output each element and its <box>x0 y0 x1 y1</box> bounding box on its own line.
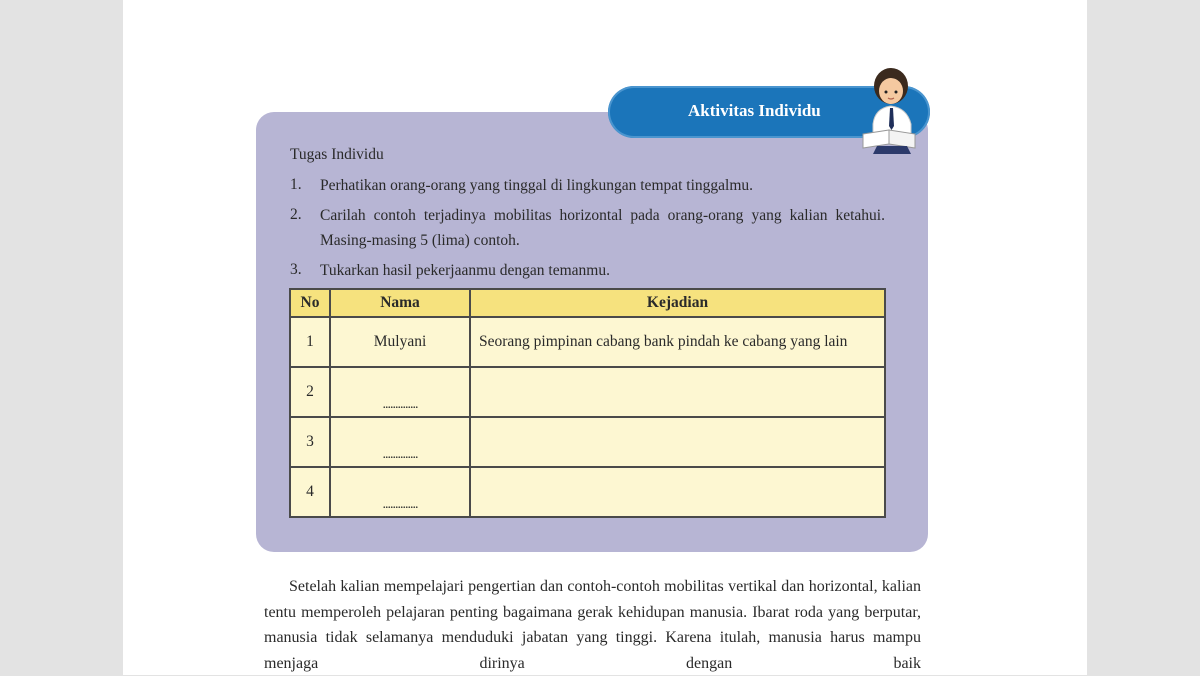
activity-table <box>289 288 886 518</box>
cell-nama <box>330 367 470 417</box>
header-kejadian: Kejadian <box>470 289 885 317</box>
cell-kejadian <box>470 417 885 467</box>
student-reading-icon <box>855 64 925 156</box>
table-row <box>290 467 885 517</box>
list-item-number: 2. <box>290 206 302 223</box>
list-item-text: Tukarkan hasil pekerjaanmu dengan temanmu. <box>320 262 610 279</box>
activity-heading: Tugas Individu <box>290 146 384 163</box>
table-row <box>290 417 885 467</box>
cell-kejadian <box>470 367 885 417</box>
body-paragraph-text: Setelah kalian mempelajari pengertian dan contoh-contoh mobilitas vertikal dan horizontal, kalian tentu memperoleh pelajaran penting bagaimana gerak kehidupan manusia. Ibarat roda yang berputar, manusia tidak selamanya menduduki jabatan yang tinggi. Karena itulah, manusia harus mampu menjaga dirinya dengan baik <box>264 578 921 672</box>
blank-dots: .............. <box>382 447 418 462</box>
cell-kejadian: Seorang pimpinan cabang bank pindah ke cabang yang lain <box>470 317 885 367</box>
list-item-number: 1. <box>290 176 302 193</box>
header-nama: Nama <box>330 289 470 317</box>
list-item-number: 3. <box>290 261 302 278</box>
cell-no: 2 <box>290 367 330 417</box>
table-row <box>290 367 885 417</box>
cell-kejadian <box>470 467 885 517</box>
header-no: No <box>290 289 330 317</box>
activity-title: Aktivitas Individu <box>688 101 821 120</box>
table-header-row <box>290 289 885 317</box>
blank-dots: .............. <box>382 397 418 412</box>
table-row <box>290 317 885 367</box>
cell-no: 4 <box>290 467 330 517</box>
cell-nama <box>330 417 470 467</box>
cell-no: 3 <box>290 417 330 467</box>
body-paragraph <box>264 574 921 676</box>
cell-nama <box>330 467 470 517</box>
cell-nama: Mulyani <box>330 317 470 367</box>
list-item-text: Carilah contoh terjadinya mobilitas horizontal pada orang-orang yang kalian ketahui. Masing-masing 5 (lima) contoh. <box>320 207 885 249</box>
list-item-text: Perhatikan orang-orang yang tinggal di lingkungan tempat tinggalmu. <box>320 177 754 194</box>
blank-dots: .............. <box>382 497 418 512</box>
cell-no: 1 <box>290 317 330 367</box>
